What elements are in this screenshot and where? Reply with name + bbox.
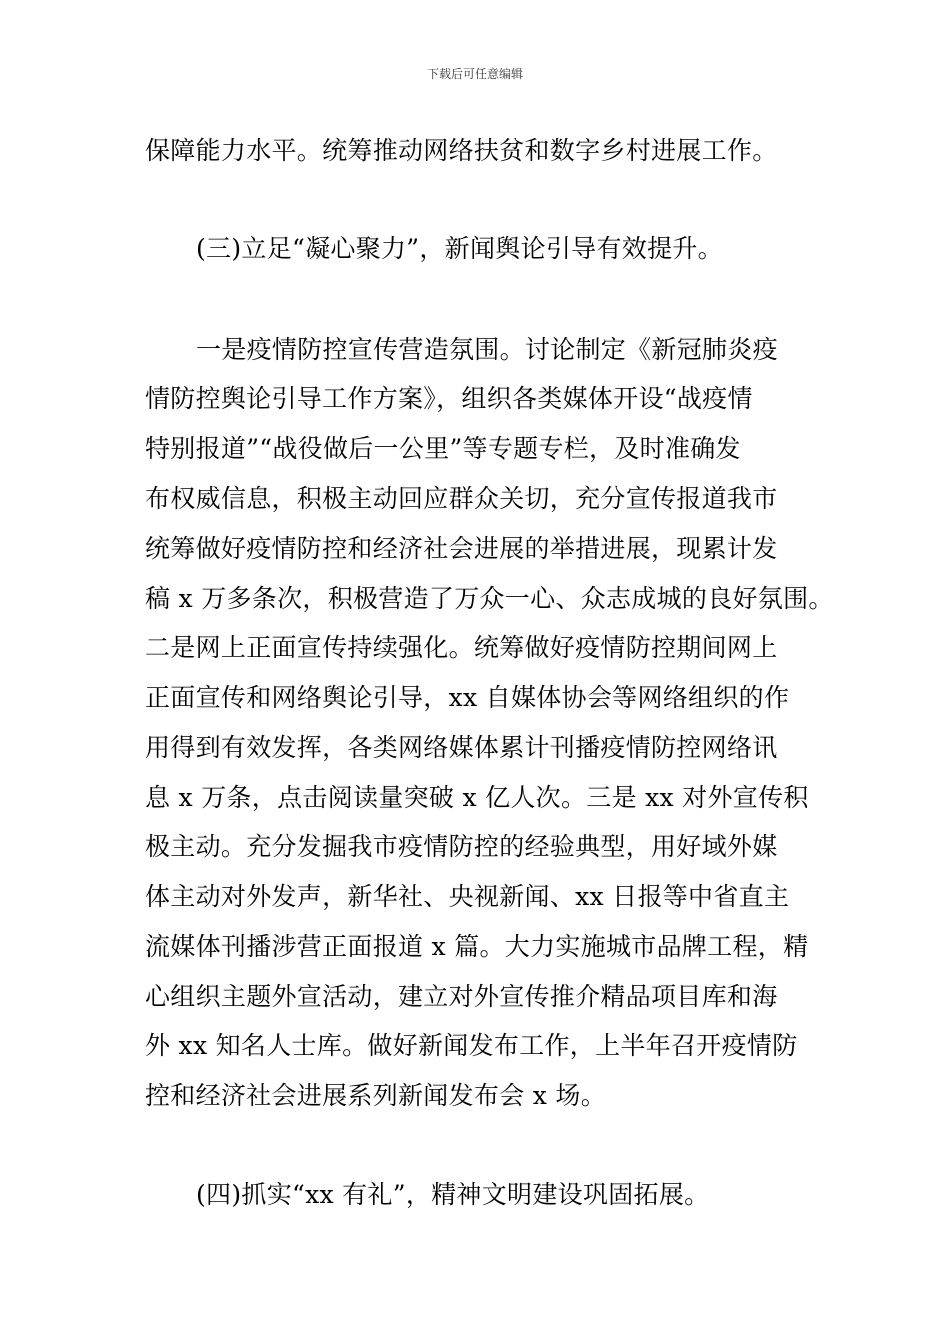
text-line-15: 流媒体刊播涉营正面报道 x 篇。大力实施城市品牌工程，精 bbox=[145, 932, 809, 961]
text-line-6: 布权威信息，积极主动回应群众关切，充分宣传报道我市 bbox=[145, 484, 778, 513]
text-line-11: 用得到有效发挥，各类网络媒体累计刊播疫情防控网络讯 bbox=[145, 733, 778, 762]
text-line-17: 外 xx 知名人士库。做好新闻发布工作，上半年召开疫情防 bbox=[145, 1031, 798, 1060]
text-line-16: 心组织主题外宣活动，建立对外宣传推介精品项目库和海 bbox=[145, 982, 778, 1011]
text-line-10: 正面宣传和网络舆论引导，xx 自媒体协会等网络组织的作 bbox=[145, 683, 790, 712]
text-line-12: 息 x 万条，点击阅读量突破 x 亿人次。三是 xx 对外宣传积 bbox=[145, 783, 809, 812]
text-line-18: 控和经济社会进展系列新闻发布会 x 场。 bbox=[145, 1081, 606, 1110]
text-line-9: 二是网上正面宣传持续强化。统筹做好疫情防控期间网上 bbox=[145, 633, 778, 662]
text-line-14: 体主动对外发声，新华社、央视新闻、xx 日报等中省直主 bbox=[145, 882, 790, 911]
page-header: 下载后可任意编辑 bbox=[426, 67, 523, 81]
text-line-4: 情防控舆论引导工作方案》，组织各类媒体开设“战疫情 bbox=[145, 384, 753, 413]
text-line-3: 一是疫情防控宣传营造氛围。讨论制定《新冠肺炎疫 bbox=[196, 335, 778, 364]
text-line-1: 保障能力水平。统筹推动网络扶贫和数字乡村进展工作。 bbox=[145, 136, 778, 165]
section-heading-4: (四)抓实“xx 有礼”，精神文明建设巩固拓展。 bbox=[196, 1180, 710, 1209]
text-line-5: 特别报道”“战役做后一公里”等专题专栏，及时准确发 bbox=[145, 434, 741, 463]
text-line-7: 统筹做好疫情防控和经济社会进展的举措进展，现累计发 bbox=[145, 534, 778, 563]
text-line-8: 稿 x 万多条次，积极营造了万众一心、众志成城的良好氛围。 bbox=[145, 584, 834, 613]
section-heading-3: (三)立足“凝心聚力”，新闻舆论引导有效提升。 bbox=[196, 234, 723, 263]
text-line-13: 极主动。充分发掘我市疫情防控的经验典型，用好域外媒 bbox=[145, 832, 778, 861]
